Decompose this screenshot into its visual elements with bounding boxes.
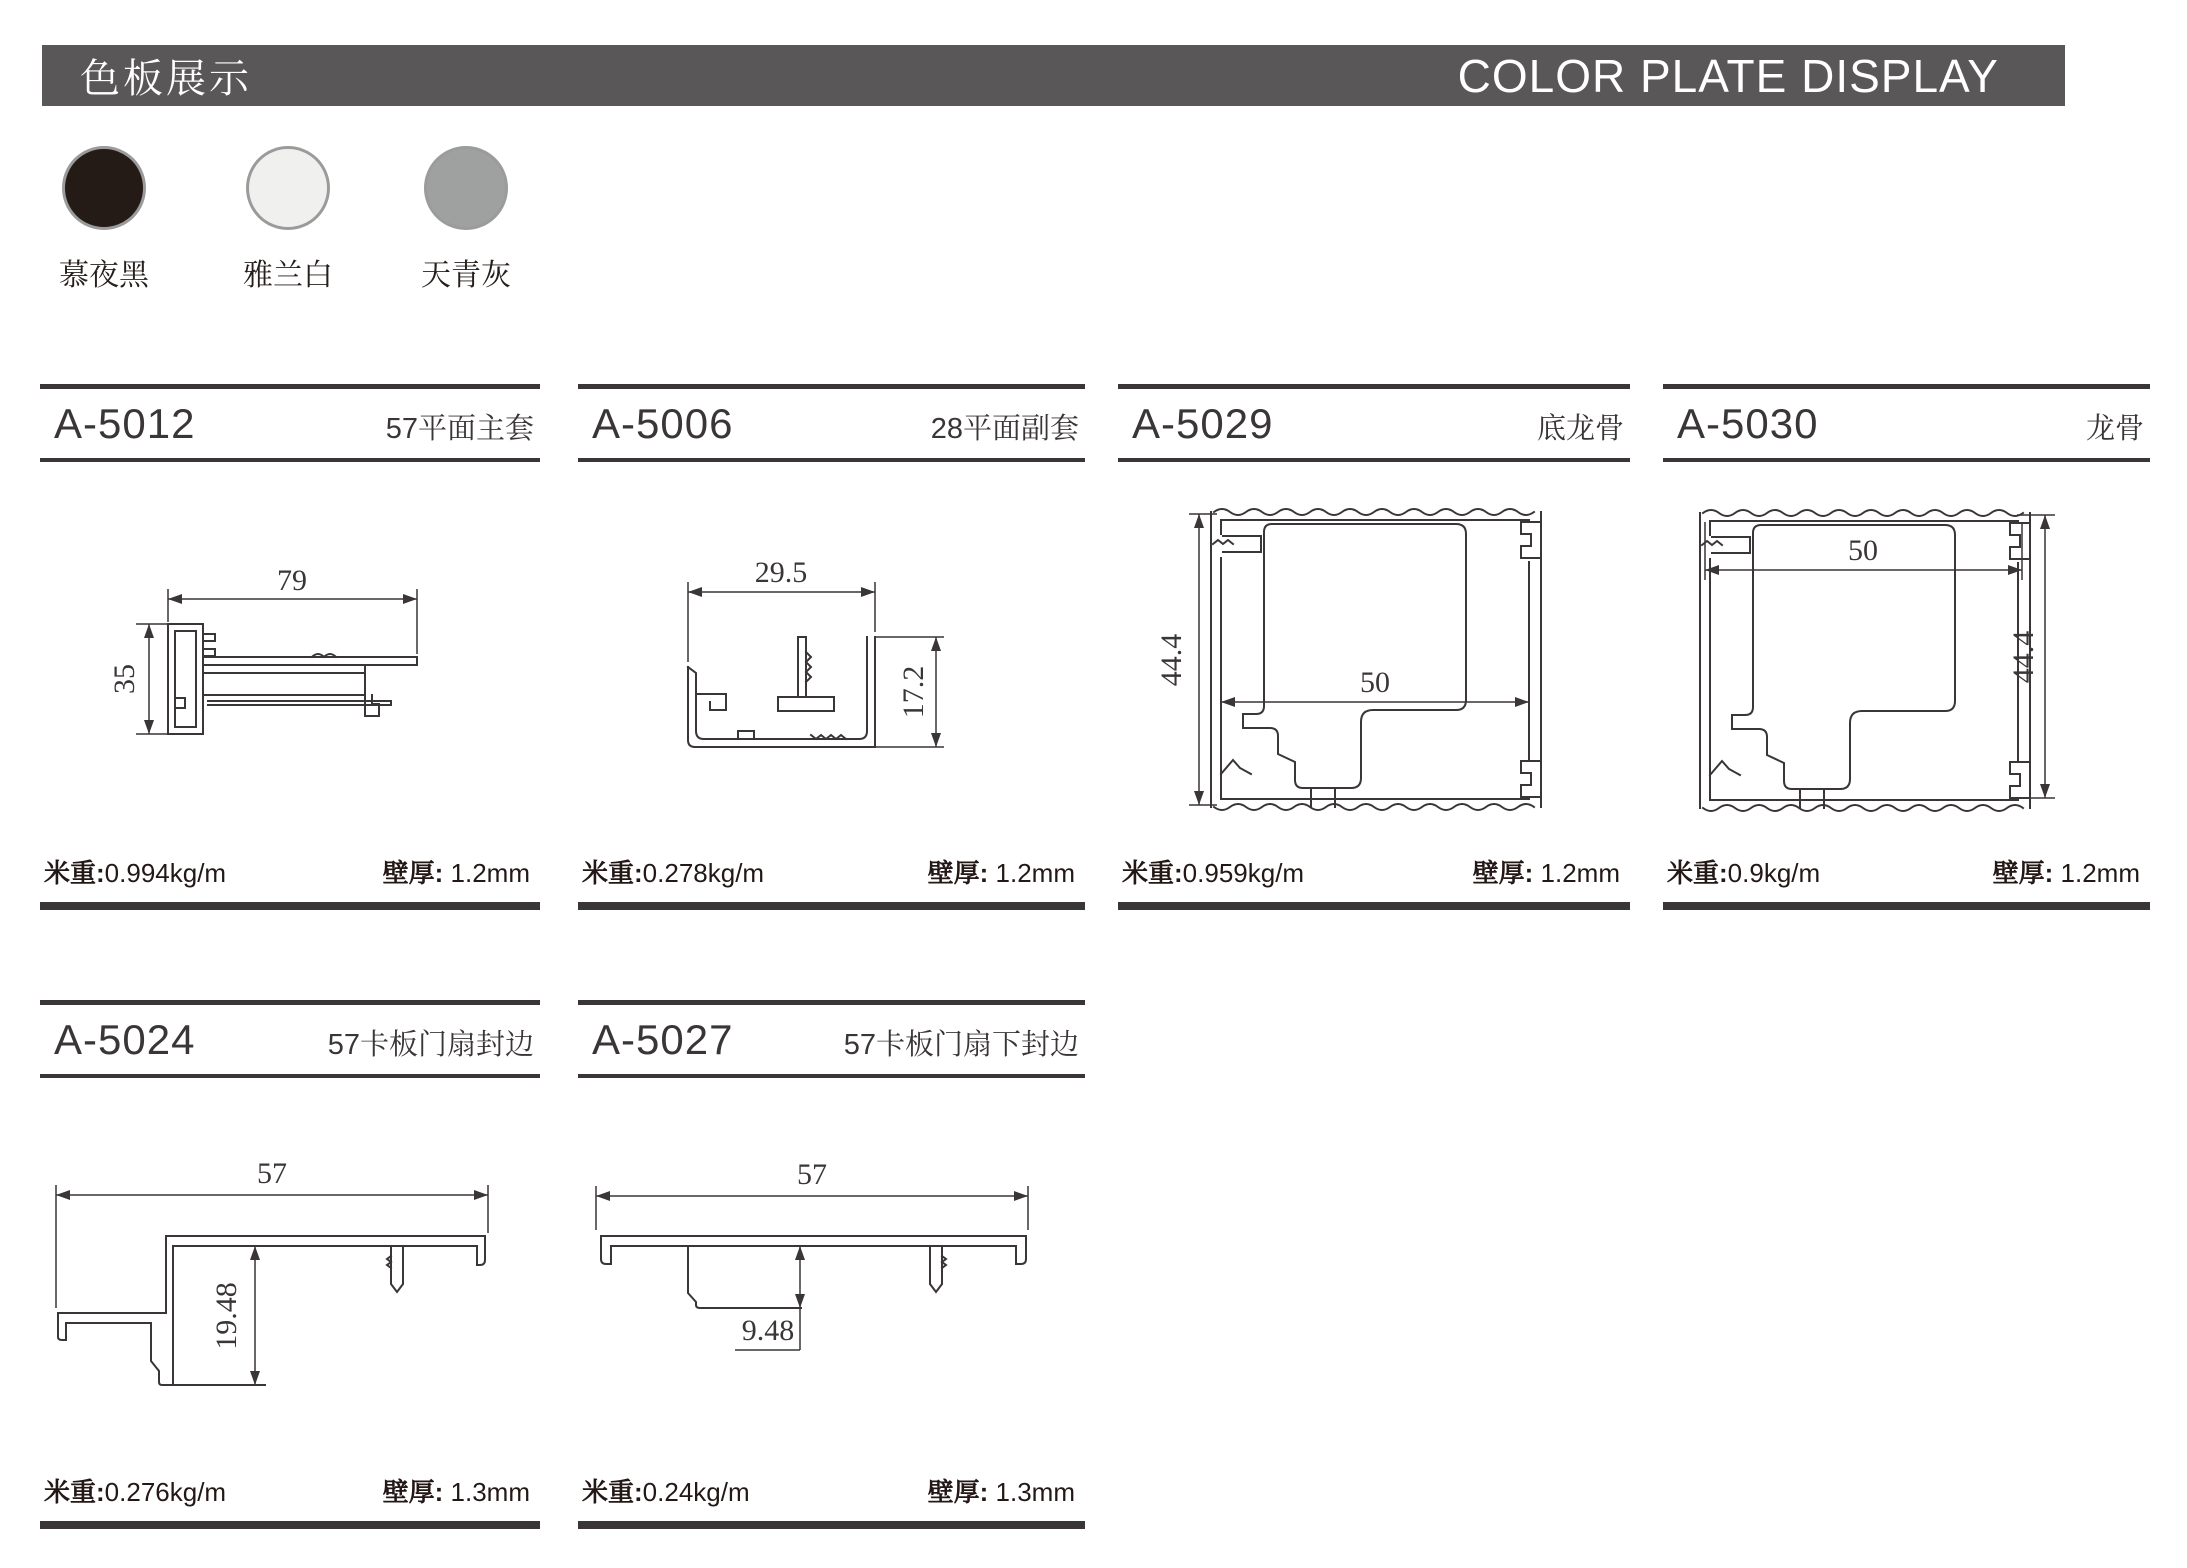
spec-wall-label: 壁厚: <box>382 857 444 888</box>
dim-height-label: 17.2 <box>897 665 930 719</box>
product-name: 龙骨 <box>2085 413 2144 445</box>
spec-weight-value: 0.959kg/m <box>1182 857 1305 888</box>
spec-weight <box>1667 853 1820 890</box>
product-name: 底龙骨 <box>1536 413 1624 445</box>
product-header <box>1118 384 1630 462</box>
swatch-yalan-white <box>246 146 330 230</box>
spec-wall-value: 1.3mm <box>995 1476 1075 1507</box>
product-code: A-5030 <box>1677 399 1819 447</box>
profile-drawing-area <box>578 462 1085 846</box>
profile-drawing-a5030 <box>1667 462 2147 846</box>
spec-weight-value: 0.24kg/m <box>642 1476 750 1507</box>
spec-wall-label: 壁厚: <box>927 1476 989 1507</box>
dim-height-label: 19.48 <box>210 1282 243 1350</box>
spec-weight <box>582 1472 750 1509</box>
profile-outline <box>688 637 875 747</box>
product-name: 57平面主套 <box>385 413 534 445</box>
profile-drawing-a5006 <box>608 464 1048 848</box>
swatch-sky-gray <box>424 146 508 230</box>
product-code: A-5006 <box>592 399 734 447</box>
dim-width-label: 79 <box>277 564 307 597</box>
spec-wall-value: 1.2mm <box>1540 857 1620 888</box>
spec-wall <box>928 1472 1075 1509</box>
spec-wall <box>1473 853 1620 890</box>
spec-wall <box>1993 853 2140 890</box>
product-card-a5030 <box>1663 384 2150 910</box>
profile-drawing-area <box>578 1078 1085 1465</box>
swatch-label-sky-gray: 天青灰 <box>421 259 511 292</box>
spec-wall-value: 1.2mm <box>995 857 1075 888</box>
dim-height-label: 44.4 <box>1155 633 1188 687</box>
spec-weight-label: 米重: <box>582 1476 643 1507</box>
spec-row <box>578 846 1085 910</box>
dim-height-label: 44.4 <box>2007 630 2040 684</box>
product-card-a5029 <box>1118 384 1630 910</box>
product-card-a5024 <box>40 1000 540 1529</box>
product-header <box>1663 384 2150 462</box>
dim-height-label: 35 <box>108 664 141 694</box>
spec-wall-label: 壁厚: <box>382 1476 444 1507</box>
dim-width-label: 50 <box>1848 534 1878 567</box>
product-code: A-5029 <box>1132 399 1274 447</box>
profile-drawing-area <box>40 462 540 846</box>
product-name: 28平面副套 <box>930 413 1079 445</box>
spec-row <box>40 1465 540 1529</box>
profile-drawing-a5012 <box>60 464 500 848</box>
spec-row <box>578 1465 1085 1529</box>
swatch-label-yalan-white: 雅兰白 <box>243 259 333 292</box>
spec-weight-value: 0.9kg/m <box>1727 857 1821 888</box>
spec-weight-label: 米重: <box>1667 857 1728 888</box>
profile-drawing-a5024 <box>48 1088 508 1472</box>
profile-drawing-area <box>1118 462 1630 846</box>
product-card-a5006 <box>578 384 1085 910</box>
dim-width-label: 57 <box>797 1158 827 1191</box>
spec-weight <box>44 1472 226 1509</box>
spec-row <box>1663 846 2150 910</box>
profile-outline <box>58 1236 485 1385</box>
spec-weight-label: 米重: <box>44 857 105 888</box>
product-card-a5012 <box>40 384 540 910</box>
spec-weight <box>582 853 764 890</box>
spec-row <box>40 846 540 910</box>
dim-height-label: 9.48 <box>741 1314 795 1347</box>
spec-weight <box>44 853 226 890</box>
profile-drawing-area <box>40 1078 540 1465</box>
swatch-label-munight-black: 慕夜黑 <box>59 259 149 292</box>
spec-weight-value: 0.994kg/m <box>104 857 227 888</box>
product-card-a5027 <box>578 1000 1085 1529</box>
spec-wall-label: 壁厚: <box>1992 857 2054 888</box>
product-header <box>578 384 1085 462</box>
spec-wall <box>383 853 530 890</box>
spec-weight-value: 0.278kg/m <box>642 857 765 888</box>
spec-wall-label: 壁厚: <box>927 857 989 888</box>
dim-width-label: 29.5 <box>754 556 808 589</box>
spec-wall-label: 壁厚: <box>1472 857 1534 888</box>
product-name: 57卡板门扇封边 <box>327 1029 534 1061</box>
product-header <box>40 384 540 462</box>
product-header <box>578 1000 1085 1078</box>
product-header <box>40 1000 540 1078</box>
profile-drawing-a5027 <box>588 1088 1048 1472</box>
spec-wall-value: 1.3mm <box>450 1476 530 1507</box>
spec-weight <box>1122 853 1304 890</box>
title-bar <box>42 45 2065 106</box>
profile-outline <box>168 624 417 734</box>
spec-weight-label: 米重: <box>44 1476 105 1507</box>
product-code: A-5012 <box>54 399 196 447</box>
page-title-zh: 色板展示 <box>80 57 252 101</box>
swatch-munight-black <box>62 146 146 230</box>
profile-drawing-area <box>1663 462 2150 846</box>
profile-drawing-a5029 <box>1121 462 1626 846</box>
product-name: 57卡板门扇下封边 <box>843 1029 1079 1061</box>
product-code: A-5024 <box>54 1015 196 1063</box>
dim-width-label: 50 <box>1360 666 1390 699</box>
spec-wall-value: 1.2mm <box>450 857 530 888</box>
spec-wall-value: 1.2mm <box>2060 857 2140 888</box>
spec-weight-label: 米重: <box>1122 857 1183 888</box>
spec-weight-label: 米重: <box>582 857 643 888</box>
page-title-en: COLOR PLATE DISPLAY <box>1457 49 1999 102</box>
dim-width-label: 57 <box>257 1157 287 1190</box>
profile-outline <box>1211 509 1541 810</box>
spec-wall <box>383 1472 530 1509</box>
spec-wall <box>928 853 1075 890</box>
product-code: A-5027 <box>592 1015 734 1063</box>
spec-row <box>1118 846 1630 910</box>
spec-weight-value: 0.276kg/m <box>104 1476 227 1507</box>
profile-outline <box>601 1236 1026 1308</box>
